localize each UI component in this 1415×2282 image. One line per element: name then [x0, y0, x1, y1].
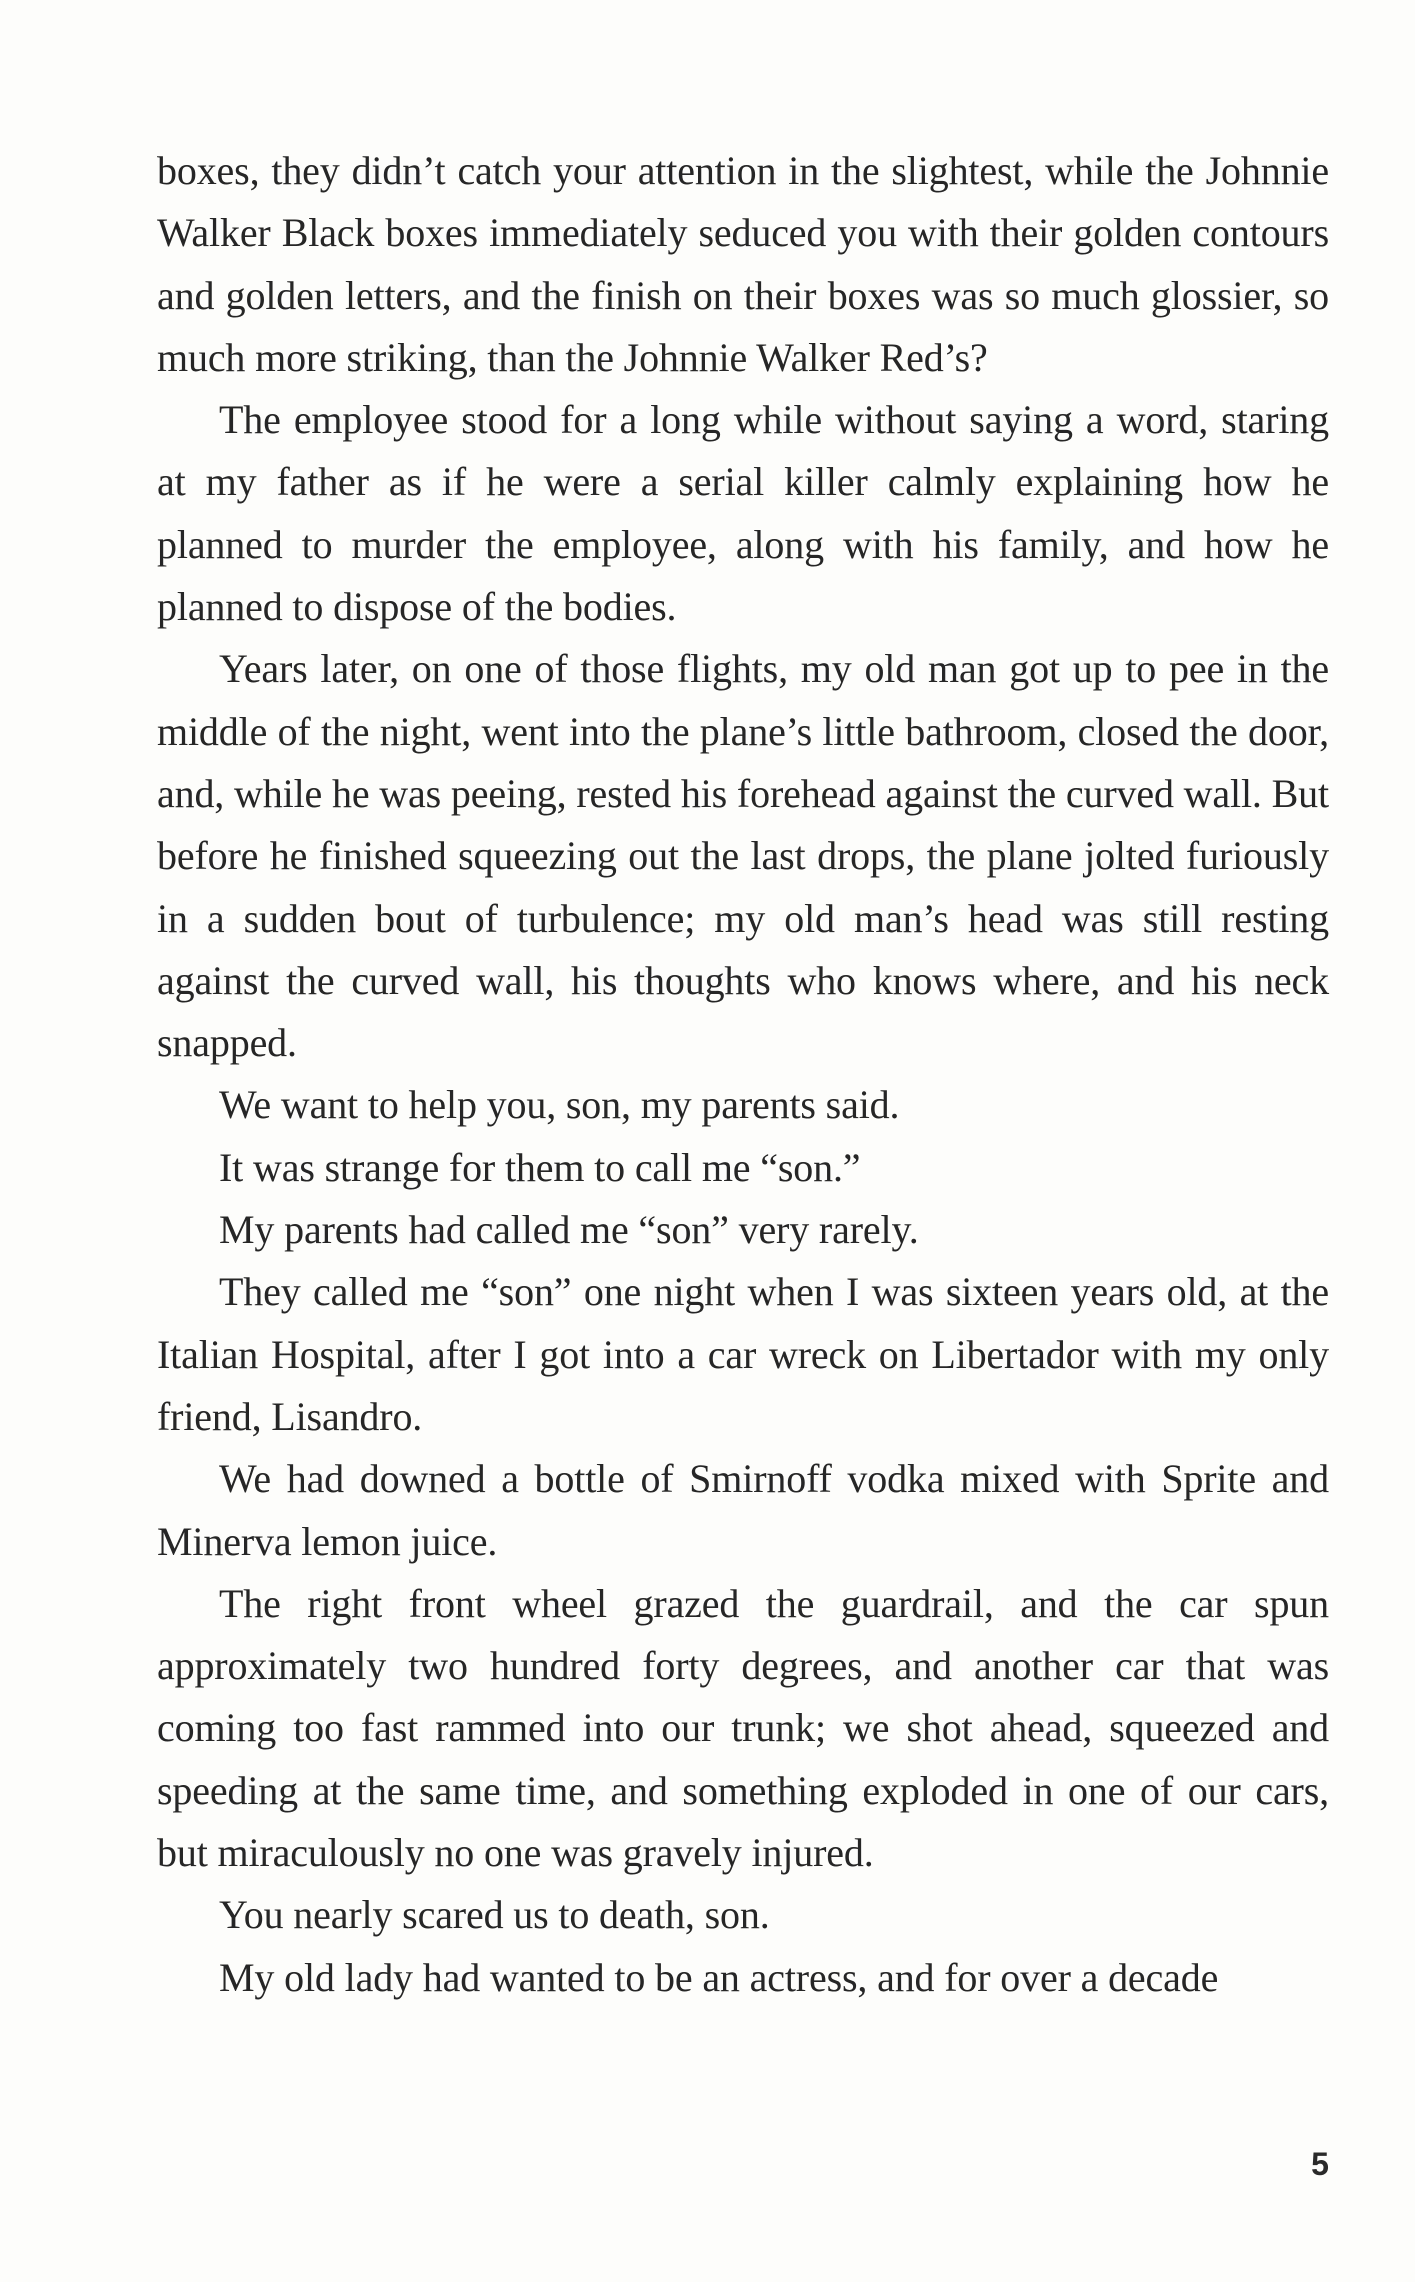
paragraph-employee: The employee stood for a long while without saying a word, staring at my father as if he were a serial killer calmly explaining how he planned to murder the employee, along with his family, and how he planned to dispose of the bodies. — [157, 397, 1329, 630]
paragraph-actress: My old lady had wanted to be an actress, and for over a decade — [219, 1954, 1219, 2000]
paragraph-rarely: My parents had called me “son” very rarely. — [219, 1207, 919, 1253]
body-text — [157, 140, 1329, 2009]
paragraph-flight: Years later, on one of those flights, my old man got up to pee in the middle of the night, went into the plane’s little bathroom, closed the door, and, while he was peeing, rested his forehead against the curved wall. But before he finished squeezing out the last drops, the plane jolted furiously in a sudden bout of turbulence; my old man’s head was still resting against the curved wall, his thoughts who knows where, and his neck snapped. — [157, 646, 1329, 1066]
paragraph-hospital: They called me “son” one night when I was sixteen years old, at the Italian Hospital, after I got into a car wreck on Libertador with my only friend, Lisandro. — [157, 1269, 1329, 1439]
page-number: 5 — [1311, 2146, 1329, 2182]
paragraph-scared: You nearly scared us to death, son. — [219, 1892, 770, 1938]
paragraph-help: We want to help you, son, my parents said. — [219, 1082, 900, 1128]
paragraph-vodka: We had downed a bottle of Smirnoff vodka mixed with Sprite and Minerva lemon juice. — [157, 1456, 1329, 1564]
paragraph-strange: It was strange for them to call me “son.” — [219, 1144, 861, 1190]
paragraph-continued: boxes, they didn’t catch your attention in the slightest, while the Johnnie Walker Black boxes immediately seduced you with their golden contours and golden letters, and the finish on their boxes was so much glossier, so much more striking, than the Johnnie Walker Red’s? — [157, 148, 1329, 380]
paragraph-wreck: The right front wheel grazed the guardrail, and the car spun approximately two hundred forty degrees, and another car that was coming too fast rammed into our trunk; we shot ahead, squeezed and speeding at the same time, and something exploded in one of our cars, but miraculously no one was gravely injured. — [157, 1580, 1329, 1876]
